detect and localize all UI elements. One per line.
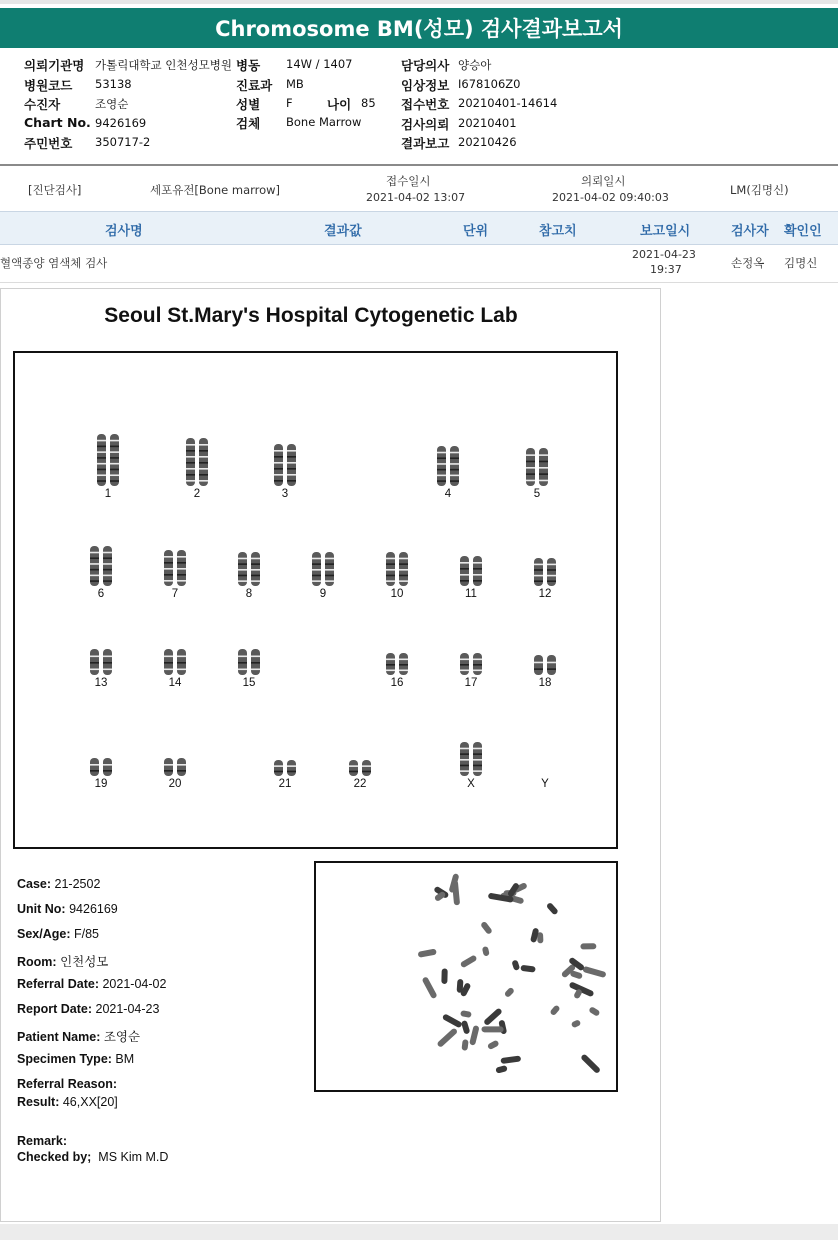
chromosome-pair-5	[521, 446, 553, 488]
report-date-field: Report Date: 2021-04-23	[17, 1002, 160, 1016]
accession-label: 접수번호	[401, 97, 450, 112]
result-report-value: 20210426	[458, 135, 517, 149]
chromosome-pair-21	[269, 758, 301, 778]
specimen-type-value: BM	[115, 1052, 135, 1066]
chromosome-pair-x	[455, 740, 487, 778]
case-field: Case: 21-2502	[17, 877, 101, 891]
chromosome-label-4: 4	[444, 488, 452, 500]
chromosome-pair-2	[181, 436, 213, 488]
specimen-type-field: Specimen Type: BM	[17, 1052, 135, 1066]
chromosome-pair-19	[85, 756, 117, 778]
chromosome-label-x: X	[467, 778, 475, 790]
requested-value: 2021-04-02 09:40:03	[552, 191, 669, 204]
row-test-name: 혈액종양 염색체 검사	[0, 256, 108, 270]
patient-info-panel	[0, 48, 838, 164]
chromosome-label-18: 18	[538, 677, 552, 689]
ward-value: 14W / 1407	[286, 57, 353, 71]
chromosome-pair-6	[85, 544, 117, 588]
checked-by-value: MS Kim M.D	[98, 1150, 169, 1164]
chromosome-label-14: 14	[168, 677, 182, 689]
row-tester: 손정옥	[731, 256, 765, 270]
table-row[interactable]	[0, 244, 838, 283]
sex-label: 성별	[236, 97, 261, 112]
chromosome-label-12: 12	[538, 588, 552, 600]
karyogram-panel	[13, 351, 618, 849]
sexage-value: F/85	[73, 927, 99, 941]
chromosome-label-8: 8	[245, 588, 253, 600]
row-report-time: 19:37	[650, 263, 682, 276]
chart-label: Chart No.	[24, 115, 91, 130]
chromosome-label-3: 3	[281, 488, 289, 500]
age-value: 85	[361, 96, 376, 110]
chromosome-pair-3	[269, 442, 301, 488]
result-field: Result: 46,XX[20]	[17, 1095, 118, 1109]
karyotype-report	[0, 288, 661, 1222]
clinical-info-label: 임상정보	[401, 78, 450, 93]
referral-reason-field: Referral Reason:	[17, 1077, 118, 1091]
chromosome-pair-14	[159, 647, 191, 677]
chromosome-label-y: Y	[541, 778, 549, 790]
chromosome-pair-16	[381, 651, 413, 677]
col-confirmer[interactable]: 확인인	[784, 224, 822, 239]
result-value: 46,XX[20]	[62, 1095, 118, 1109]
chromosome-pair-15	[233, 647, 265, 677]
chromosome-pair-22	[344, 758, 376, 778]
chromosome-pair-11	[455, 554, 487, 588]
row-confirmer: 김명신	[784, 256, 818, 270]
hospital-code-value: 53138	[95, 77, 132, 91]
test-summary-row	[0, 168, 838, 210]
chromosome-label-22: 22	[353, 778, 367, 790]
top-border	[0, 0, 838, 4]
chromosome-pair-4	[432, 444, 464, 488]
id-value: 350717-2	[95, 135, 151, 149]
col-tester[interactable]: 검사자	[731, 224, 769, 239]
chromosome-pair-18	[529, 653, 561, 677]
chromosome-label-13: 13	[94, 677, 108, 689]
institution-value: 가톨릭대학교 인천성모병원	[95, 58, 232, 72]
chromosome-label-15: 15	[242, 677, 256, 689]
sex-value: F	[286, 96, 293, 110]
remark-field: Remark:	[17, 1134, 68, 1148]
referral-date-field: Referral Date: 2021-04-02	[17, 977, 167, 991]
request-label: 검사의뢰	[401, 117, 450, 132]
metaphase-image	[314, 861, 618, 1092]
chromosome-pair-17	[455, 651, 487, 677]
chromosome-pair-8	[233, 550, 265, 588]
age-label: 나이	[327, 97, 352, 112]
col-result[interactable]: 결과값	[324, 224, 362, 239]
chart-value: 9426169	[95, 116, 147, 130]
chromosome-label-21: 21	[278, 778, 292, 790]
chromosome-label-20: 20	[168, 778, 182, 790]
chromosome-pair-10	[381, 550, 413, 588]
requested-label: 의뢰일시	[581, 174, 626, 188]
chromosome-label-16: 16	[390, 677, 404, 689]
report-title: Chromosome BM(성모) 검사결과보고서	[0, 8, 838, 48]
unit-field: Unit No: 9426169	[17, 902, 118, 916]
patient-label: 수진자	[24, 97, 61, 112]
specimen-value: Bone Marrow	[286, 115, 362, 129]
chromosome-label-2: 2	[193, 488, 201, 500]
doctor-value: 양승아	[458, 58, 492, 72]
doctor-label: 담당의사	[401, 58, 450, 73]
unit-value: 9426169	[69, 902, 118, 916]
chromosome-label-5: 5	[533, 488, 541, 500]
dept-label: 진료과	[236, 78, 273, 93]
received-label: 접수일시	[386, 174, 431, 188]
row-report-date: 2021-04-23	[632, 248, 696, 261]
lab-text: LM(김명신)	[730, 183, 789, 197]
category-text: [진단검사]	[28, 183, 82, 197]
chromosome-pair-13	[85, 647, 117, 677]
section-divider	[0, 164, 838, 166]
chromosome-label-19: 19	[94, 778, 108, 790]
room-value: 인천성모	[60, 955, 109, 969]
hospital-code-label: 병원코드	[24, 78, 73, 93]
col-report-date[interactable]: 보고일시	[640, 224, 691, 239]
id-label: 주민번호	[24, 136, 73, 151]
chromosome-label-1: 1	[104, 488, 112, 500]
accession-value: 20210401-14614	[458, 96, 558, 110]
chromosome-pair-9	[307, 550, 339, 588]
chromosome-label-7: 7	[171, 588, 179, 600]
chromosome-label-11: 11	[465, 588, 477, 600]
ward-label: 병동	[236, 58, 261, 73]
institution-label: 의뢰기관명	[24, 58, 85, 73]
chromosome-label-9: 9	[319, 588, 327, 600]
chromosome-pair-20	[159, 756, 191, 778]
room-field: Room: 인천성모	[17, 955, 109, 969]
case-value: 21-2502	[54, 877, 101, 891]
chromosome-label-6: 6	[97, 588, 105, 600]
metaphase-spread-image	[316, 863, 616, 1090]
col-reference[interactable]: 참고치	[539, 224, 577, 239]
chromosome-pair-12	[529, 556, 561, 588]
chromosome-pair-7	[159, 548, 191, 588]
chromosome-label-17: 17	[464, 677, 478, 689]
col-unit[interactable]: 단위	[463, 224, 489, 239]
patient-name-value: 조영순	[103, 1030, 141, 1044]
sexage-field: Sex/Age: F/85	[17, 927, 99, 941]
patient-value: 조영순	[95, 97, 129, 111]
chromosome-pair-1	[92, 432, 124, 488]
request-value: 20210401	[458, 116, 517, 130]
test-type-text: 세포유전[Bone marrow]	[150, 183, 281, 197]
patient-name-field: Patient Name: 조영순	[17, 1030, 141, 1044]
checked-by-field: Checked by; MS Kim M.D	[17, 1150, 169, 1164]
clinical-info-value: I678106Z0	[458, 77, 521, 91]
bottom-scroll-area	[0, 1224, 838, 1240]
specimen-label: 검체	[236, 116, 261, 131]
referral-date-value: 2021-04-02	[102, 977, 167, 991]
received-value: 2021-04-02 13:07	[366, 191, 466, 204]
dept-value: MB	[286, 77, 304, 91]
results-grid-header	[0, 211, 838, 245]
lab-title: Seoul St.Mary's Hospital Cytogenetic Lab	[104, 304, 518, 327]
chromosome-label-10: 10	[390, 588, 404, 600]
result-report-label: 결과보고	[401, 136, 450, 151]
report-date-value: 2021-04-23	[95, 1002, 160, 1016]
col-test-name[interactable]: 검사명	[105, 224, 143, 239]
